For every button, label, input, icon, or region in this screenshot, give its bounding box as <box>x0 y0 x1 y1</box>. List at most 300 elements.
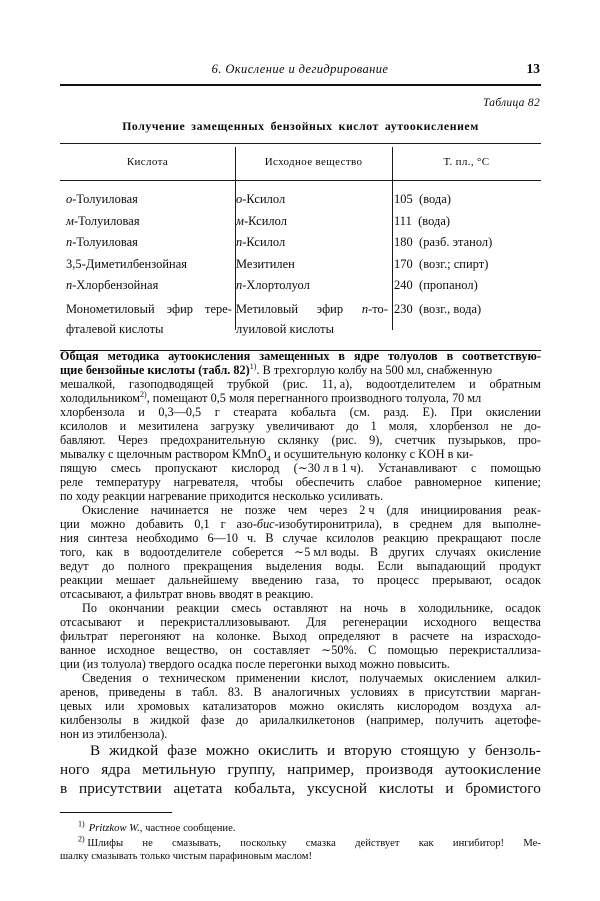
word: ал- <box>525 699 541 713</box>
footnote-marker-2: 2) <box>139 389 147 399</box>
source-name: Мезитилен <box>236 256 295 271</box>
text-line: по ходу реакции нагревание приходится несколько усиливать. <box>60 489 384 503</box>
source-name: -Ксилол <box>242 192 286 206</box>
acid-word-1: Монометиловый <box>66 301 155 316</box>
word: воды. <box>335 559 365 573</box>
text-line <box>60 643 541 657</box>
word: начинается <box>150 503 209 517</box>
footnote-author: Pritzkow W., <box>88 823 143 834</box>
word: до <box>102 559 115 573</box>
text-line <box>60 699 541 713</box>
word: жидкой <box>150 713 190 727</box>
word: окисление <box>486 545 541 559</box>
word: других <box>388 545 425 559</box>
word: ∼50%. <box>321 643 357 657</box>
word: окислять <box>337 699 384 713</box>
word: ванное <box>60 643 96 657</box>
word: ведут <box>60 559 89 573</box>
word: регенерации <box>342 615 408 629</box>
word: дальнейшему <box>167 573 239 587</box>
word: можно <box>205 742 250 759</box>
word: смазка <box>305 838 336 849</box>
table-row <box>60 297 541 340</box>
word: ного <box>60 761 90 778</box>
cell-melting-point <box>394 211 539 233</box>
word: перекристаллизовывают. <box>160 615 291 629</box>
word: бромистого <box>465 780 541 797</box>
word: склянку <box>277 433 320 447</box>
word: мезитилена <box>138 419 199 433</box>
cell-source-line-2: луиловой кислоты <box>236 321 334 336</box>
word: Шлифы <box>87 838 124 849</box>
word: и <box>119 419 127 433</box>
word: смесь <box>231 601 262 615</box>
word: осадок <box>505 573 541 587</box>
table-row <box>60 211 541 233</box>
word: Общая <box>60 349 99 363</box>
word: С <box>368 643 377 657</box>
acid-name: -Хлорбензойная <box>72 278 159 292</box>
mp-value: 111 <box>394 213 412 228</box>
text-run: , помещают 0,5 моля перегнанного производного толуола, 70 мл <box>146 391 482 405</box>
word: 9), <box>369 433 383 447</box>
word: килбензолы <box>60 713 122 727</box>
word: пузырьков, <box>448 433 506 447</box>
word: случае <box>282 531 318 545</box>
word: расчете <box>409 629 450 643</box>
word: реакции <box>60 573 103 587</box>
word: равномерное <box>414 475 482 489</box>
word: отсасывают <box>60 615 122 629</box>
cell-source <box>236 232 388 254</box>
table-body <box>60 181 541 350</box>
word: оставляют <box>273 601 328 615</box>
word: моля, <box>388 419 418 433</box>
word: 6—10 <box>207 531 238 545</box>
text-line-large <box>60 780 541 802</box>
word: фазе <box>167 742 197 759</box>
source-word-3: п-то- <box>361 301 388 316</box>
word: мешалкой, <box>60 377 116 391</box>
word: (∼30 л в 1 ч). <box>293 461 364 475</box>
table-row <box>60 254 541 276</box>
word: метильную <box>142 761 216 778</box>
cell-melting-point <box>394 297 539 319</box>
text-line <box>60 517 541 531</box>
cell-source <box>236 254 388 276</box>
word: методика <box>107 349 160 363</box>
word: в <box>392 629 398 643</box>
word: Окисление <box>82 503 139 517</box>
word: кислородом <box>397 699 459 713</box>
body-divider-2 <box>392 181 393 330</box>
word: предохранительную <box>160 433 266 447</box>
word: в <box>133 713 139 727</box>
word: перекристаллиза- <box>449 643 541 657</box>
word: г <box>220 517 226 531</box>
word: загрузку <box>210 419 255 433</box>
cell-acid <box>66 254 232 276</box>
word: бензоль- <box>484 742 541 759</box>
word: присутствии <box>424 685 491 699</box>
word: например, <box>287 761 355 778</box>
word: реакции <box>176 601 220 615</box>
word: инициирования <box>420 503 502 517</box>
word: синтеза <box>87 531 128 545</box>
word: В <box>369 545 379 559</box>
word: аренов, <box>60 685 99 699</box>
mp-value: 240 <box>394 278 413 292</box>
word: аналогичных <box>271 685 341 699</box>
word: смазывать, <box>172 838 221 849</box>
word: стеарата <box>233 405 278 419</box>
word: через <box>319 503 348 517</box>
word: в <box>392 517 399 531</box>
footnote-marker-1: 1) <box>249 361 257 371</box>
word: применении <box>236 671 301 685</box>
word: присутствии <box>79 780 162 797</box>
word: позже <box>244 503 276 517</box>
word: как <box>95 545 113 559</box>
page-number: 13 <box>526 61 540 76</box>
cell-acid-line-2: фталевой кислоты <box>66 321 164 336</box>
cell-melting-point <box>394 189 539 211</box>
word: и <box>138 405 145 419</box>
word: поскольку <box>240 838 287 849</box>
word: на <box>460 629 473 643</box>
text-line <box>60 433 541 447</box>
word: и <box>137 615 145 629</box>
cell-acid <box>66 297 232 339</box>
word: получить <box>435 713 484 727</box>
word: осадок <box>505 601 541 615</box>
word: и <box>445 780 454 797</box>
word: до <box>235 713 249 727</box>
text-line <box>60 363 541 377</box>
table-row <box>60 275 541 297</box>
word: продукт <box>499 559 541 573</box>
word: действует <box>355 838 400 849</box>
word: кипение; <box>494 475 541 489</box>
word: пящую <box>60 461 97 475</box>
header-divider-1 <box>235 147 236 180</box>
word: чем <box>287 503 308 517</box>
footnote-separator-rule <box>60 812 172 813</box>
word: в <box>338 349 346 363</box>
running-head-rule <box>60 84 541 86</box>
word: При <box>450 405 473 419</box>
word: и <box>469 377 476 391</box>
word: прерывают, <box>432 573 493 587</box>
word: с <box>471 461 477 475</box>
source-prefix: м <box>236 213 244 228</box>
text-line <box>60 559 541 573</box>
word: 2 ч <box>359 503 375 517</box>
text-line <box>60 685 541 699</box>
footnote-number: 1) <box>78 819 85 829</box>
word: ингибитор! <box>452 838 505 849</box>
cell-source <box>236 297 388 339</box>
text-line <box>60 615 541 629</box>
word: счетчик <box>394 433 436 447</box>
word: пропускают <box>154 461 218 475</box>
word: воздуха <box>471 699 513 713</box>
word: ции <box>60 517 80 531</box>
mp-note: (возг.; спирт) <box>419 256 489 271</box>
text-line <box>60 531 541 545</box>
word: соберется <box>232 545 284 559</box>
word: выполне- <box>492 517 541 531</box>
word: о <box>142 671 149 685</box>
text-line: нон из этилбензола). <box>60 727 168 741</box>
source-name: -Ксилол <box>243 213 287 228</box>
word: (см. <box>349 405 370 419</box>
word: аутоокисление <box>444 761 541 778</box>
table-row <box>60 189 541 211</box>
word: увеличивают <box>266 419 335 433</box>
word: 83. <box>227 685 244 699</box>
source-prefix: п <box>236 235 243 249</box>
word: случаях <box>435 545 477 559</box>
word: реак- <box>513 503 541 517</box>
footnote-item <box>60 834 541 851</box>
word: ∼5 мл воды. <box>294 545 360 559</box>
word: разд. <box>383 405 409 419</box>
word: (рис. <box>282 377 309 391</box>
cell-acid <box>66 275 232 297</box>
text-run: . В трехгорлую колбу на 500 мл, снабженную <box>256 363 493 377</box>
cell-acid <box>66 211 232 233</box>
word: не <box>220 503 233 517</box>
word: помощью <box>387 643 438 657</box>
cell-source <box>236 275 388 297</box>
body-divider-1 <box>235 181 236 330</box>
word: г <box>214 405 220 419</box>
cell-melting-point <box>394 275 539 297</box>
word: Е). <box>422 405 438 419</box>
footnote-text: частное сообщение. <box>142 823 236 834</box>
word: газоподводящей <box>129 377 214 391</box>
word: мешает <box>115 573 155 587</box>
word: ацетата <box>173 780 223 797</box>
word: смесь <box>110 461 141 475</box>
word: выпадающий <box>416 559 486 573</box>
word: кислород <box>231 461 280 475</box>
word: Устанавливают <box>377 461 457 475</box>
word: техническом <box>159 671 226 685</box>
cell-acid-line-1 <box>66 299 232 319</box>
word: хромовых <box>137 699 190 713</box>
source-word-1: Метиловый <box>236 301 299 316</box>
word: Ме- <box>523 838 541 849</box>
word: в <box>175 685 182 699</box>
word: 0,1 <box>194 517 210 531</box>
word: В <box>253 685 262 699</box>
mp-value: 105 <box>394 192 413 206</box>
word: Выход <box>272 629 307 643</box>
source-name: -Хлортолуол <box>242 278 310 292</box>
word: можно <box>289 699 325 713</box>
text-line <box>60 349 541 363</box>
word: получаемых <box>359 671 424 685</box>
word: составляет <box>253 643 310 657</box>
word: 1 <box>370 419 377 433</box>
word: Через <box>117 433 148 447</box>
word: после <box>511 531 541 545</box>
word: не <box>500 419 513 433</box>
text-line <box>60 377 541 391</box>
word: вещества <box>492 615 541 629</box>
word: производя <box>365 761 434 778</box>
cell-acid <box>66 189 232 211</box>
word: жидкой <box>109 742 159 759</box>
word: ацетофе- <box>494 713 541 727</box>
word: можно <box>90 517 126 531</box>
acid-name: -Толуиловая <box>72 192 138 206</box>
word: газа, <box>315 573 340 587</box>
word: до <box>346 419 359 433</box>
text-line <box>60 405 541 419</box>
word: окислить <box>258 742 319 759</box>
text-line <box>60 391 541 405</box>
cell-source-line-1 <box>236 299 388 319</box>
table-caption: Получение замещенных бензойных кислот аутоокислением <box>122 119 479 133</box>
word: ния <box>60 531 79 545</box>
word: как <box>418 838 434 849</box>
word: обратным <box>489 377 541 391</box>
acid-name: -Толуиловая <box>72 235 138 249</box>
word: в <box>123 545 130 559</box>
word: нагревателя, <box>173 475 239 489</box>
word: или <box>105 699 125 713</box>
footnote-continuation: шалку смазывать только чистым парафиновым маслом! <box>60 851 313 862</box>
source-prefix: п <box>236 278 243 292</box>
word: температуру <box>95 475 161 489</box>
table-body-pad <box>60 181 541 189</box>
word: исходного <box>423 615 477 629</box>
text-line <box>60 545 541 559</box>
table-row <box>60 232 541 254</box>
word: реле <box>60 475 84 489</box>
formula-subscript: 4 <box>266 453 271 464</box>
text-line <box>60 461 541 475</box>
word: до- <box>524 419 541 433</box>
text-line <box>60 629 541 643</box>
word: кобальта, <box>234 780 296 797</box>
word: водоотделителем <box>366 377 456 391</box>
word: (для <box>386 503 409 517</box>
word: водоотделителе <box>140 545 222 559</box>
source-prefix: о <box>236 192 243 206</box>
cell-source <box>236 211 388 233</box>
word: определяют <box>318 629 381 643</box>
word: фазе <box>200 713 225 727</box>
acid-prefix: п <box>66 278 73 292</box>
text-line: ции (из толуола) твердого осадка после перегонки выход можно повысить. <box>60 657 450 671</box>
text-line <box>60 713 541 727</box>
running-head-title: 6. Окисление и дегидрирование <box>211 62 389 76</box>
word: трубкой <box>227 377 269 391</box>
word: катализаторов <box>202 699 277 713</box>
word: кислоты <box>378 780 434 797</box>
text-run: мывалку с щелочным раствором KMnO <box>60 447 267 461</box>
word: 0,3—0,5 <box>158 405 202 419</box>
word: ночь <box>363 601 388 615</box>
column-header-source: Исходное вещество <box>264 156 363 168</box>
word: 11, а), <box>321 377 353 391</box>
word: окончании <box>109 601 165 615</box>
word: В <box>265 531 274 545</box>
cell-acid <box>66 232 232 254</box>
mp-value: 180 <box>394 235 413 249</box>
word: приведены <box>108 685 166 699</box>
cell-source <box>236 189 388 211</box>
text-line <box>60 447 541 464</box>
mp-note: (пропанол) <box>419 278 478 292</box>
word: Сведения <box>82 671 132 685</box>
word: помощью <box>490 461 541 475</box>
source-word-2: эфир <box>316 301 344 316</box>
text-run: и осушительную колонку с KOH в ки- <box>270 447 474 461</box>
cell-melting-point <box>394 232 539 254</box>
mp-value: 170 <box>394 256 413 271</box>
word: арилалкилкетонов <box>259 713 355 727</box>
word: на <box>192 629 205 643</box>
word: группу, <box>227 761 276 778</box>
word: он <box>229 643 243 657</box>
word: фильтрат <box>60 629 108 643</box>
acid-word-2: эфир <box>166 301 194 316</box>
word: израсходо- <box>484 629 541 643</box>
word: Для <box>306 615 327 629</box>
word: ксилолов <box>60 419 108 433</box>
word: холодильнике, <box>418 601 494 615</box>
text-run-bold: щие бензойные кислоты (табл. 82) <box>60 363 250 377</box>
word: марган- <box>500 685 541 699</box>
text-line <box>60 419 541 433</box>
word: Если <box>377 559 404 573</box>
acid-name: -Толуиловая <box>73 213 140 228</box>
word: введению <box>251 573 303 587</box>
acid-word-3: тере- <box>205 301 232 316</box>
word: кобальта <box>290 405 337 419</box>
table-number-label: Таблица 82 <box>482 97 540 109</box>
acid-prefix: м <box>66 213 74 228</box>
text-line <box>60 671 541 685</box>
text-line <box>60 503 541 517</box>
word: ч. <box>247 531 257 545</box>
word: не <box>142 838 153 849</box>
mp-note: (разб. этанол) <box>419 235 493 249</box>
footnote-item <box>60 819 541 836</box>
mp-note: (возг., вода) <box>419 301 482 316</box>
word: алкил- <box>506 671 541 685</box>
column-header-melting-point: Т. пл., °C <box>443 156 490 168</box>
source-name: -Ксилол <box>242 235 286 249</box>
text-run: холодильником <box>60 391 140 405</box>
mp-note: (вода) <box>418 213 451 228</box>
word: окислением <box>433 671 496 685</box>
word: ядра <box>101 761 131 778</box>
cell-melting-point <box>394 254 539 276</box>
word: уксусной <box>306 780 368 797</box>
word: исходное <box>107 643 155 657</box>
footnote-number: 2) <box>78 834 85 844</box>
table-body-pad-bottom <box>60 340 541 350</box>
word: на <box>339 601 352 615</box>
word: реакцию <box>382 531 429 545</box>
word: того, <box>60 545 86 559</box>
